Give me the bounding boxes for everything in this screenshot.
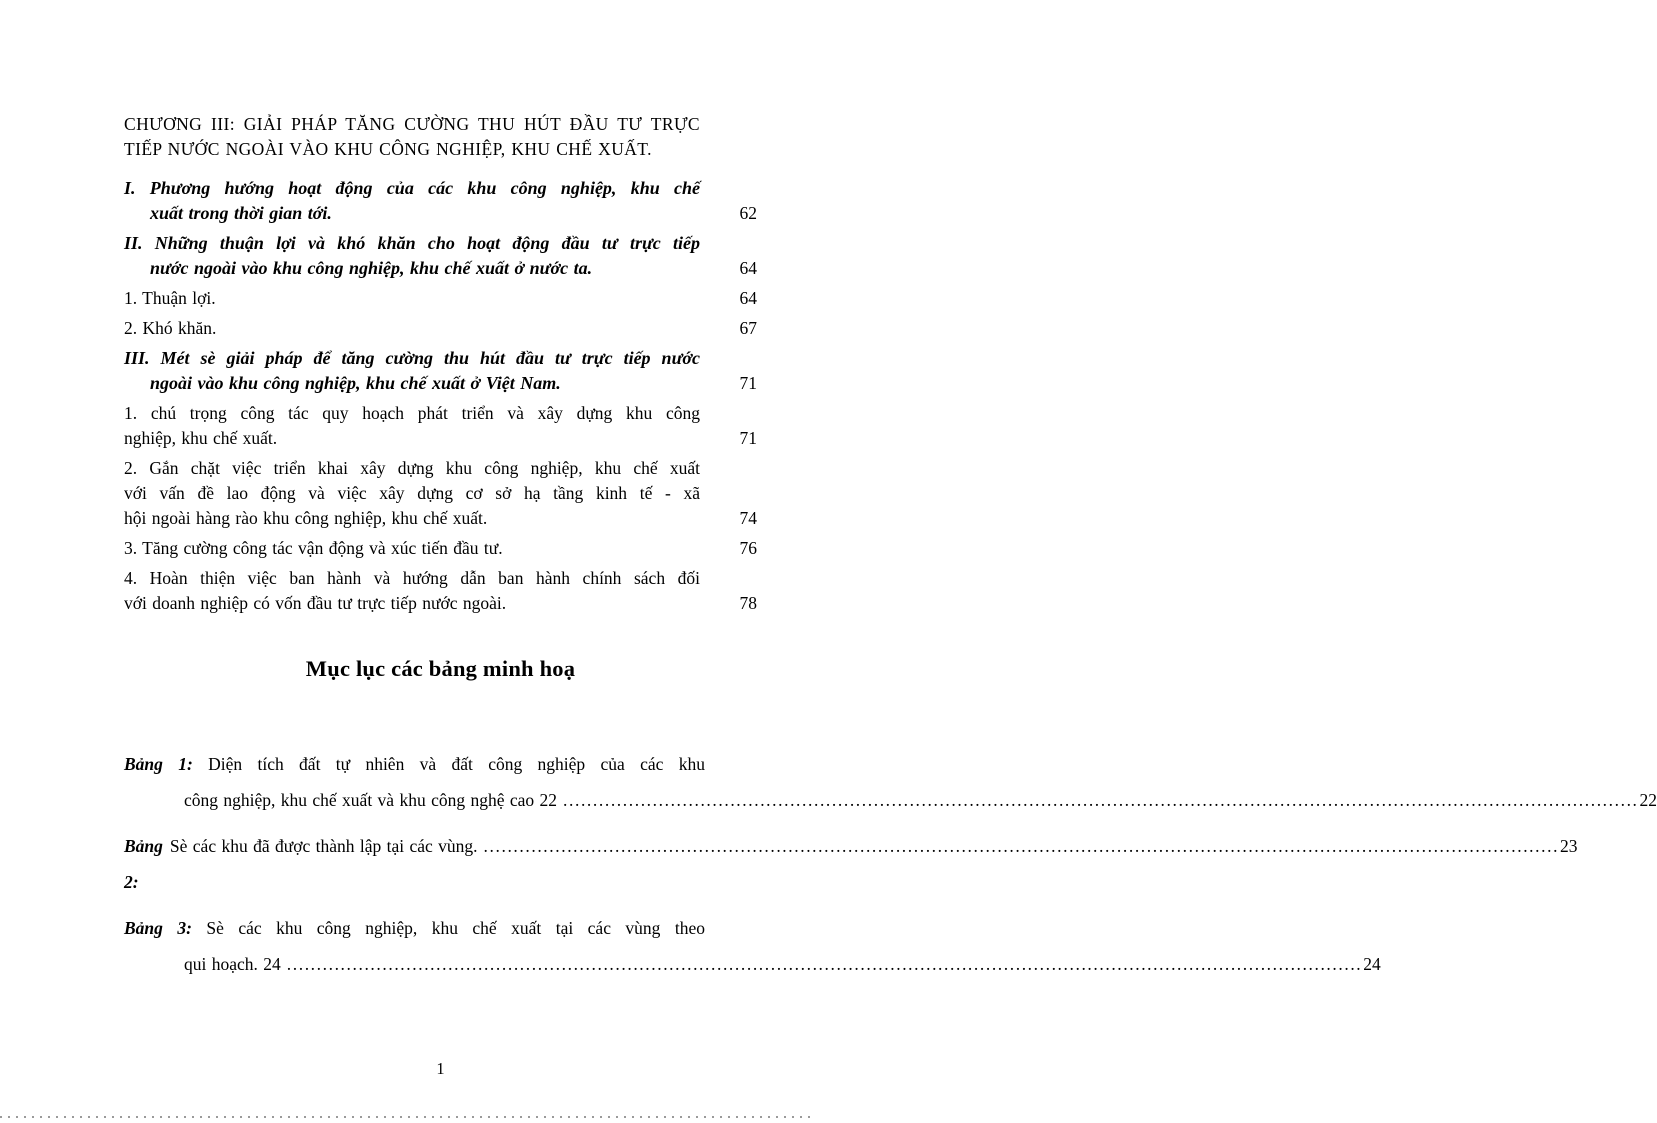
table-entry-line (124, 746, 757, 782)
toc-entry-section-I (124, 176, 757, 226)
toc-entry-text (124, 316, 700, 341)
toc-page-number: 64 (739, 258, 757, 278)
table-entry-text: công nghiệp, khu chế xuất và khu công nghệ cao 22 (184, 790, 558, 810)
dot-leader: .................................................................................................................................................................................... (286, 954, 1363, 974)
toc-entry-line: 4. Hoàn thiện việc ban hành và hướng dẫn ban hành chính sách đối (124, 568, 700, 588)
toc-entry-line: I. Phương hướng hoạt động của các khu công nghiệp, khu chế (124, 178, 700, 198)
toc-page-number: 78 (739, 593, 757, 613)
footer-page-number: 1 (436, 1059, 445, 1078)
toc-entry-line: III. Mét sè giải pháp để tăng cường thu hút đầu tư trực tiếp nước (124, 348, 700, 368)
table-page-number: 24 (1363, 954, 1381, 974)
toc-entry-line: nước ngoài vào khu công nghiệp, khu chế xuất ở nước ta. (150, 258, 593, 278)
toc-entry-text (124, 286, 700, 311)
table-page-number: 22 (1639, 790, 1657, 810)
toc-entry-text (124, 536, 700, 561)
table-entry-text: Sè các khu đã được thành lập tại các vùng. (169, 836, 478, 856)
table-entry-label: Bảng 2: (124, 836, 163, 892)
table-page-number: 23 (1560, 836, 1578, 856)
toc-entry-item-III-1 (124, 401, 757, 451)
toc-entry-item-III-3 (124, 536, 757, 561)
toc-entry-line: 3. Tăng cường công tác vận động và xúc tiến đầu tư. (124, 538, 503, 558)
toc-entry-text (124, 401, 700, 451)
toc-entry-line: với doanh nghiệp có vốn đầu tư trực tiếp nước ngoài. (124, 593, 507, 613)
toc-entry-line: ngoài vào khu công nghiệp, khu chế xuất ở Việt Nam. (150, 373, 561, 393)
toc-entry-line: xuất trong thời gian tới. (150, 203, 332, 223)
table-list-entry (124, 828, 1578, 900)
toc-entry-text (124, 456, 700, 531)
table-entry-text: Sè các khu công nghiệp, khu chế xuất tại các vùng theo (191, 918, 705, 938)
toc-page-number: 64 (739, 288, 757, 308)
tables-section-title: Mục lục các bảng minh hoạ (305, 656, 576, 681)
toc-entry-item-II-1 (124, 286, 757, 311)
toc-entry-item-III-4 (124, 566, 757, 616)
table-list-entry (124, 910, 1381, 982)
toc-page-number: 62 (739, 203, 757, 223)
toc-entry-line: với vấn đề lao động và việc xây dựng cơ sở hạ tầng kinh tế - xã (124, 483, 700, 503)
toc-entry-line: hội ngoài hàng rào khu công nghiệp, khu chế xuất. (124, 508, 488, 528)
toc-entry-line: 1. chú trọng công tác quy hoạch phát triển và xây dựng khu công (124, 403, 700, 423)
table-entry-line (124, 946, 1381, 982)
toc-entry-line: TIẾP NƯỚC NGOÀI VÀO KHU CÔNG NGHIỆP, KHU CHẾ XUẤT. (124, 139, 652, 159)
toc-entry-section-III (124, 346, 757, 396)
toc-entry-item-III-2 (124, 456, 757, 531)
toc-entry-item-II-2 (124, 316, 757, 341)
toc-page-number: 74 (739, 508, 757, 528)
toc-entry-line: 2. Gắn chặt việc triển khai xây dựng khu công nghiệp, khu chế xuất (124, 458, 700, 478)
toc-entry-text (124, 346, 700, 396)
table-of-contents (124, 112, 757, 616)
tables-list (124, 746, 1657, 982)
toc-entry-line: II. Những thuận lợi và khó khăn cho hoạt động đầu tư trực tiếp (124, 233, 700, 253)
toc-page-number: 67 (739, 318, 757, 338)
toc-entry-line: 1. Thuận lợi. (124, 288, 216, 308)
dot-leader: .................................................................................................................................................................................... (483, 836, 1560, 856)
table-entry-text: Diện tích đất tự nhiên và đất công nghiệp của các khu (192, 754, 705, 774)
toc-entry-chapter-3-heading (124, 112, 757, 162)
toc-entry-section-II (124, 231, 757, 281)
table-entry-line (124, 910, 757, 946)
toc-entry-line: nghiệp, khu chế xuất. (124, 428, 278, 448)
toc-page-number: 71 (739, 428, 757, 448)
dot-leader: .................................................................................................................................................................................... (563, 790, 1639, 810)
toc-entry-text (124, 231, 700, 281)
toc-entry-text (124, 176, 700, 226)
toc-page-number: 76 (739, 538, 757, 558)
table-list-entry (124, 746, 1657, 818)
table-entry-line (124, 828, 1578, 900)
table-entry-line (124, 782, 1657, 818)
toc-page-number: 71 (739, 373, 757, 393)
toc-entry-text (124, 112, 700, 162)
page-boundary-dotted-line (0, 1116, 816, 1118)
toc-entry-line: 2. Khó khăn. (124, 318, 217, 338)
toc-entry-text (124, 566, 700, 616)
table-entry-label: Bảng 1: (124, 754, 193, 774)
toc-entry-line: CHƯƠNG III: GIẢI PHÁP TĂNG CƯỜNG THU HÚT ĐẦU TƯ TRỰC (124, 114, 700, 134)
table-entry-label: Bảng 3: (124, 918, 192, 938)
table-entry-text: qui hoạch. 24 (184, 954, 281, 974)
